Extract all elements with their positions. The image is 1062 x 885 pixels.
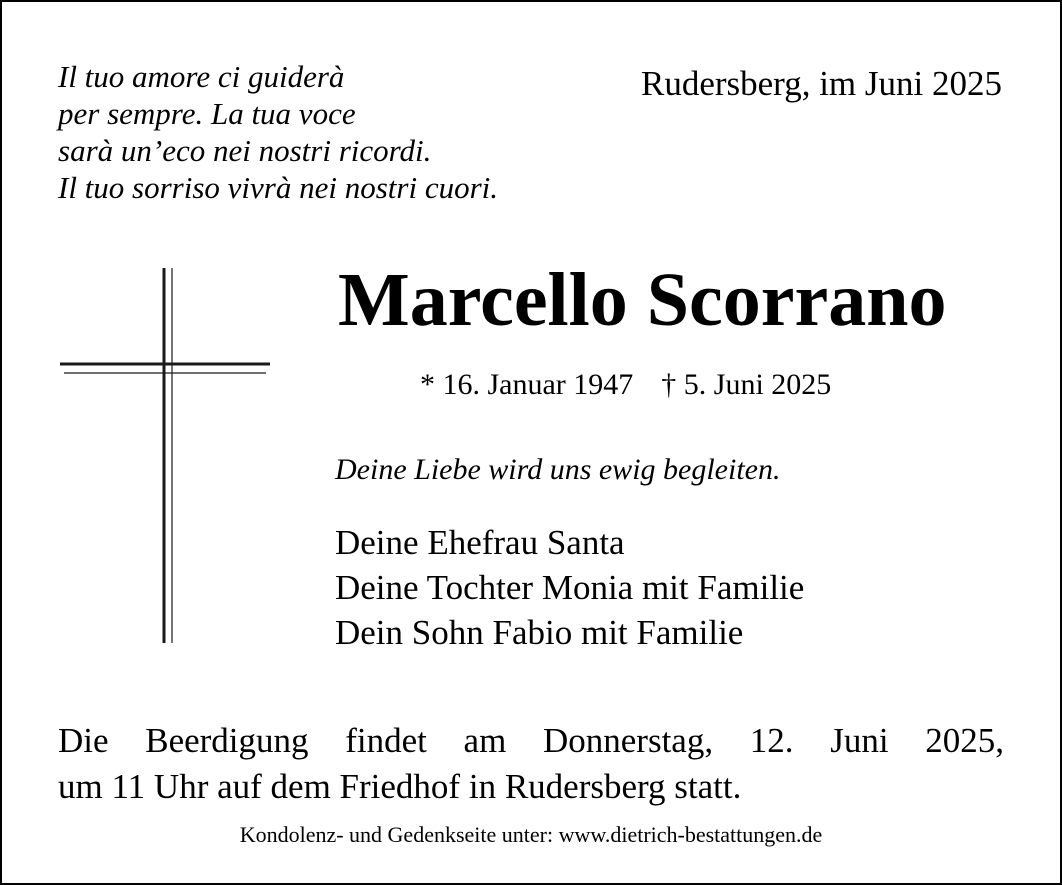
family-member-3: Dein Sohn Fabio mit Familie — [335, 613, 744, 652]
funeral-line-1: Die Beerdigung findet am Donnerstag, 12. Juni 2025, — [58, 721, 1004, 760]
death-date: † 5. Juni 2025 — [661, 368, 832, 401]
family-list — [335, 520, 804, 655]
deceased-name: Marcello Scorrano — [338, 258, 947, 342]
funeral-line-2: um 11 Uhr auf dem Friedhof in Rudersberg statt. — [58, 767, 742, 806]
family-member-1: Deine Ehefrau Santa — [335, 523, 625, 562]
funeral-info — [58, 718, 1004, 810]
motto: Deine Liebe wird uns ewig begleiten. — [335, 453, 781, 486]
poem-line-4: Il tuo sorriso vivrà nei nostri cuori. — [58, 170, 499, 205]
place-date: Rudersberg, im Juni 2025 — [640, 64, 1002, 103]
poem — [58, 58, 498, 206]
poem-line-3: sarà un’eco nei nostri ricordi. — [58, 133, 432, 168]
poem-line-1: Il tuo amore ci guiderà — [58, 59, 345, 94]
cross-icon — [60, 268, 270, 643]
birth-date: * 16. Januar 1947 — [420, 368, 634, 401]
poem-line-2: per sempre. La tua voce — [58, 96, 356, 131]
family-member-2: Deine Tochter Monia mit Familie — [335, 568, 805, 607]
life-dates — [420, 365, 831, 405]
condolence-footer: Kondolenz- und Gedenkseite unter: www.dietrich-bestattungen.de — [239, 822, 823, 847]
